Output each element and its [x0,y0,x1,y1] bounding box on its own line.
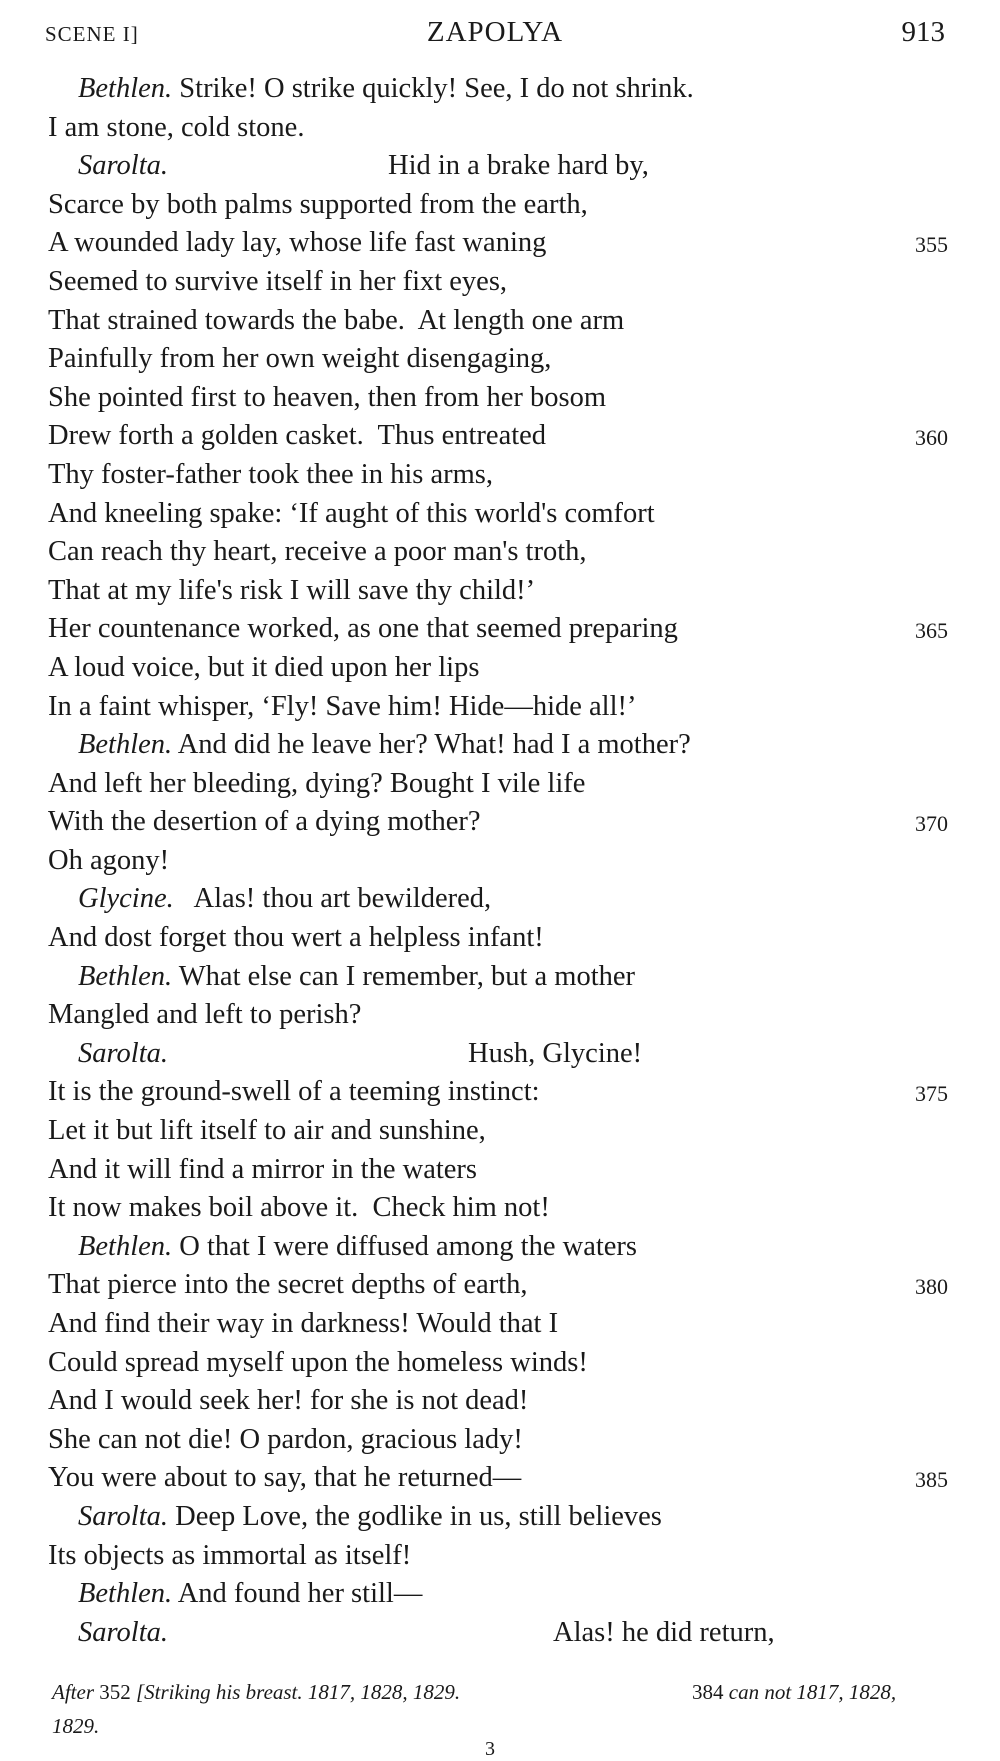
verse-line [48,765,948,804]
scene-label: SCENE I] [45,22,139,46]
line-text: I am stone, cold stone. [48,111,305,143]
note-label: After [52,1680,94,1704]
line-text: Deep Love, the godlike in us, still believes [168,1500,662,1532]
speaker-name: Glycine. [78,883,174,915]
note-text: [Striking his breast. 1817, 1828, 1829. [130,1680,461,1704]
line-text: Oh agony! [48,844,170,876]
verse-line [48,263,948,302]
note-line-number: 352 [99,1680,131,1704]
line-text: With the desertion of a dying mother? [48,806,481,838]
verse-line [48,1498,948,1537]
verse-line [48,417,948,456]
verse-line [48,340,948,379]
verse-line [48,1266,948,1305]
line-number: 375 [915,1081,948,1107]
verse-line [48,1151,948,1190]
line-text: She pointed first to heaven, then from her bosom [48,381,607,413]
line-number: 385 [915,1467,948,1493]
verse-line [48,919,948,958]
line-text: And did he leave her? What! had I a mother? [172,729,691,761]
line-text: And left her bleeding, dying? Bought I vile life [48,767,586,799]
verse-line [48,958,948,997]
verse-line [48,1305,948,1344]
line-number: 365 [915,618,948,644]
line-text: Let it but lift itself to air and sunshine, [48,1115,486,1147]
line-text: O that I were diffused among the waters [172,1230,637,1262]
line-number: 360 [915,425,948,451]
line-text: Mangled and left to perish? [48,999,362,1031]
verse-line [48,803,948,842]
verse-block [48,70,948,1652]
note-continuation: 1829. [52,1714,100,1738]
verse-line [48,726,948,765]
line-text: It is the ground-swell of a teeming instinct: [48,1076,540,1108]
verse-line [48,1112,948,1151]
line-text: A loud voice, but it died upon her lips [48,651,480,683]
speaker-name: Bethlen. [78,1578,173,1610]
line-text: Scarce by both palms supported from the earth, [48,188,588,220]
line-text: Alas! thou art bewildered, [173,883,492,915]
line-text: Painfully from her own weight disengaging, [48,343,552,375]
speaker-name: Bethlen. [78,960,173,992]
line-text: Hush, Glycine! [468,1037,643,1069]
line-text: And dost forget thou wert a helpless infant! [48,922,544,954]
line-text: Hid in a brake hard by, [388,150,649,182]
verse-line [48,1459,948,1498]
verse-line [48,649,948,688]
speaker-name: Bethlen. [78,1230,173,1262]
verse-line [48,1228,948,1267]
verse-line [48,610,948,649]
note-line-number: 384 [692,1680,724,1704]
line-text: What else can I remember, but a mother [172,960,636,992]
verse-line [48,880,948,919]
line-text: That strained towards the babe. At length one arm [48,304,625,336]
verse-line [48,996,948,1035]
speaker-name: Sarolta. [78,1616,168,1648]
line-number: 370 [915,811,948,837]
signature-mark: 3 [485,1738,495,1760]
line-text: Her countenance worked, as one that seemed preparing [48,613,678,645]
line-text: And kneeling spake: ‘If aught of this world's comfort [48,497,655,529]
verse-line [48,1537,948,1576]
line-text: Can reach thy heart, receive a poor man's troth, [48,536,587,568]
speaker-name: Bethlen. [78,73,173,104]
line-text: A wounded lady lay, whose life fast waning [48,227,547,259]
line-text: It now makes boil above it. Check him not! [48,1192,550,1224]
verse-line [48,495,948,534]
textual-notes [52,1675,952,1743]
speaker-name: Sarolta. [78,150,168,182]
line-text: In a faint whisper, ‘Fly! Save him! Hide—hide all!’ [48,690,637,722]
line-text: And it will find a mirror in the waters [48,1153,477,1185]
line-text: That pierce into the secret depths of earth, [48,1269,528,1301]
verse-line [48,109,948,148]
line-text: Strike! O strike quickly! See, I do not shrink. [172,73,694,104]
note-2 [692,1675,896,1709]
verse-line [48,1344,948,1383]
verse-line [48,1073,948,1112]
speaker-name: Sarolta. [78,1037,168,1069]
note-text: can not 1817, 1828, [723,1680,897,1704]
line-text: Could spread myself upon the homeless winds! [48,1346,588,1378]
line-text: You were about to say, that he returned— [48,1462,522,1494]
speaker-name: Sarolta. [78,1500,168,1532]
verse-line [48,379,948,418]
verse-line [48,456,948,495]
line-number: 355 [915,232,948,258]
page-number: 913 [901,16,945,48]
running-header [45,14,945,54]
line-text: And I would seek her! for she is not dead! [48,1385,529,1417]
verse-line [48,1421,948,1460]
line-text: Drew forth a golden casket. Thus entreated [48,420,547,452]
line-number: 380 [915,1274,948,1300]
line-text: And found her still— [172,1578,423,1610]
line-text: Seemed to survive itself in her fixt eyes, [48,265,508,297]
line-text: She can not die! O pardon, gracious lady! [48,1423,523,1455]
speaker-name: Bethlen. [78,729,173,761]
verse-line [48,302,948,341]
line-text: Thy foster-father took thee in his arms, [48,458,494,490]
line-text: And find their way in darkness! Would that I [48,1308,559,1339]
verse-line [48,533,948,572]
verse-line [48,1035,948,1074]
verse-line [48,224,948,263]
verse-line [48,1382,948,1421]
verse-line [48,842,948,881]
verse-line [48,1189,948,1228]
verse-line [48,147,948,186]
verse-line [48,572,948,611]
verse-line [48,1614,948,1653]
verse-line [48,688,948,727]
page-title: ZAPOLYA [426,16,564,48]
line-text: That at my life's risk I will save thy child!’ [48,574,536,606]
verse-line [48,1575,948,1614]
line-text: Alas! he did return, [553,1616,775,1648]
verse-line [48,186,948,225]
verse-line [48,70,948,109]
line-text: Its objects as immortal as itself! [48,1539,412,1571]
